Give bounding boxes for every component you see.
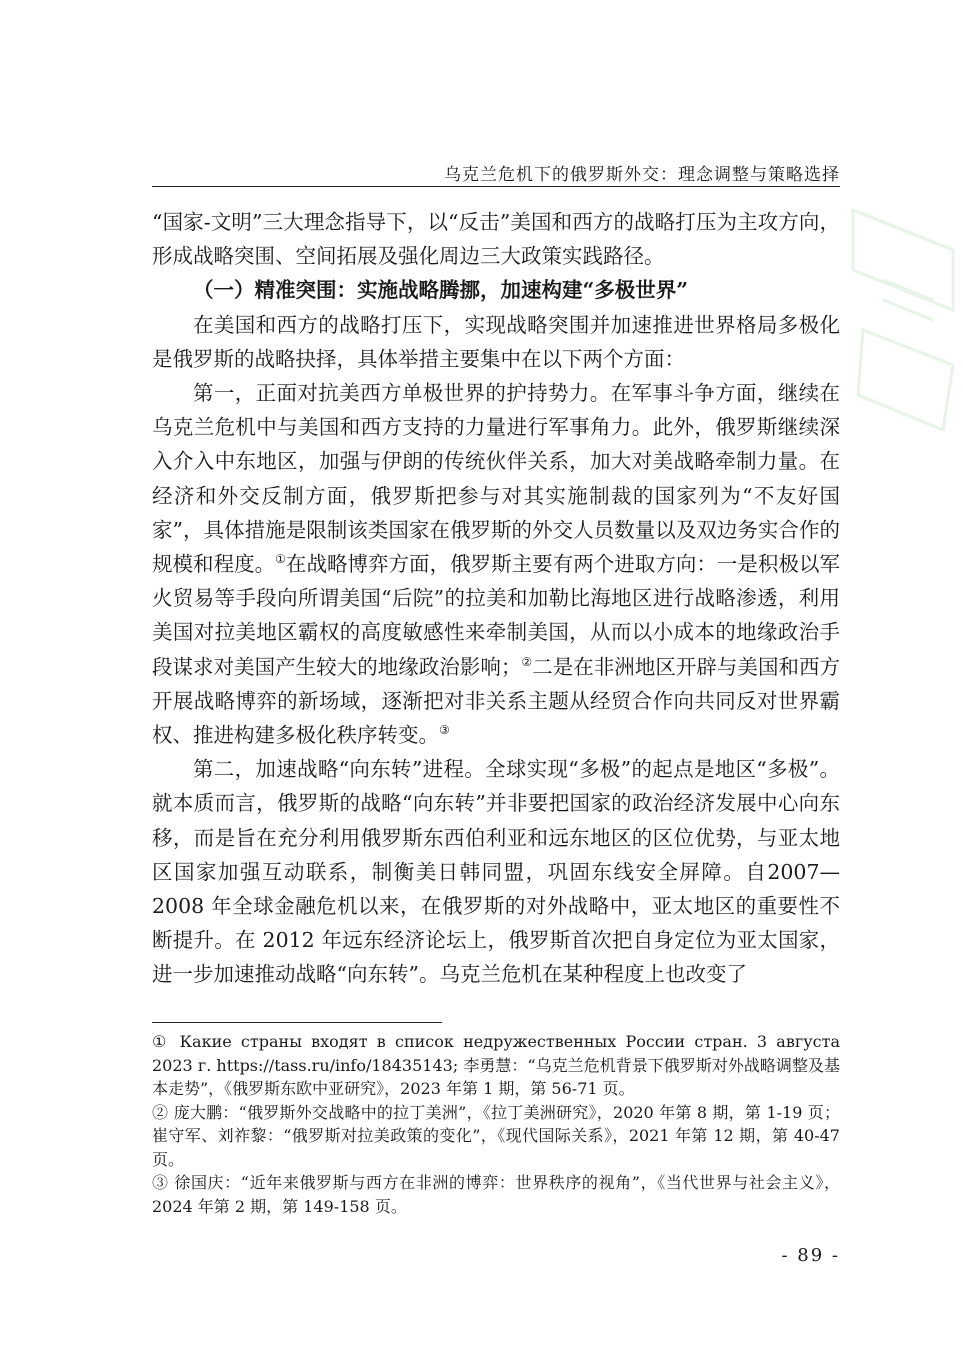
footnotes xyxy=(152,1030,840,1218)
footnote-ref-1[interactable]: ① xyxy=(275,552,286,567)
watermark-logo xyxy=(843,190,963,450)
footnote-divider xyxy=(152,1022,442,1023)
paragraph-2 xyxy=(152,376,840,752)
footnote-ref-2[interactable]: ② xyxy=(521,654,533,669)
paragraph-2-part-a: 第一，正面对抗美西方单极世界的护持势力。在军事斗争方面，继续在乌克兰危机中与美国和西方支持的力量进行军事角力。此外，俄罗斯继续深入介入中东地区，加强与伊朗的传统伙伴关系，加大对美战略牵制力量。在经济和外交反制方面，俄罗斯把参与对其实施制裁的国家列为“不友好国家”，具体措施是限制该类国家在俄罗斯的外交人员数量以及双边务实合作的规模和程度。 xyxy=(152,381,840,577)
footnote-ref-3[interactable]: ③ xyxy=(439,723,450,738)
header-divider xyxy=(152,186,840,187)
paragraph-3: 第二，加速战略“向东转”进程。全球实现“多极”的起点是地区“多极”。就本质而言，俄罗斯的战略“向东转”并非要把国家的政治经济发展中心向东移，而是旨在充分利用俄罗斯东西伯利亚和远东地区的区位优势，与亚太地区国家加强互动联系，制衡美日韩同盟，巩固东线安全屏障。自2007—2008 年全球金融危机以来，在俄罗斯的对外战略中，亚太地区的重要性不断提升。在 2012 年远东经济论坛上，俄罗斯首次把自身定位为亚太国家，进一步加速推动战略“向东转”。乌克兰危机在某种程度上也改变了 xyxy=(152,757,840,987)
paragraph-2-part-b: 在战略博弈方面，俄罗斯主要有两个进取方向：一是积极以军火贸易等手段向所谓美国“后院”的拉美和加勒比海地区进行战略渗透，利用美国对拉美地区霸权的高度敏感性来牵制美国，从而以小成本的地缘政治手段谋求对美国产生较大的地缘政治影响； xyxy=(152,552,840,679)
main-text xyxy=(152,205,840,992)
running-header: 乌克兰危机下的俄罗斯外交：理念调整与策略选择 xyxy=(444,165,840,185)
footnote-2: ② 庞大鹏：“俄罗斯外交战略中的拉丁美洲”，《拉丁美洲研究》，2020 年第 8 期，第 1-19 页；崔守军、刘祚黎：“俄罗斯对拉美政策的变化”，《现代国际关系》，2021 年第 12 期，第 40-47 页。 xyxy=(152,1102,840,1169)
page-number: - 89 - xyxy=(781,1245,840,1266)
paragraph-intro: “国家-文明”三大理念指导下，以“反击”美国和西方的战略打压为主攻方向，形成战略突围、空间拓展及强化周边三大政策实践路径。 xyxy=(152,210,840,269)
footnote-3: ③ 徐国庆：“近年来俄罗斯与西方在非洲的博弈：世界秩序的视角”，《当代世界与社会主义》，2024 年第 2 期，第 149-158 页。 xyxy=(152,1173,840,1216)
paragraph-1: 在美国和西方的战略打压下，实现战略突围并加速推进世界格局多极化是俄罗斯的战略抉择，具体举措主要集中在以下两个方面： xyxy=(152,312,840,371)
section-heading: （一）精准突围：实施战略腾挪，加速构建“多极世界” xyxy=(193,278,689,303)
paragraph-2-part-c: 二是在非洲地区开辟与美国和西方开展战略博弈的新场域，逐渐把对非关系主题从经贸合作向共同反对世界霸权、推进构建多极化秩序转变。 xyxy=(152,654,841,748)
footnote-1: ① Какие страны входят в список недружественных России стран. 3 августа 2023 г. https://tass.ru/info/18435143; 李勇慧：“乌克兰危机背景下俄罗斯对外战略调整及基本走势”，《俄罗斯东欧中亚研究》，2023 年第 1 期，第 56-71 页。 xyxy=(152,1032,840,1098)
